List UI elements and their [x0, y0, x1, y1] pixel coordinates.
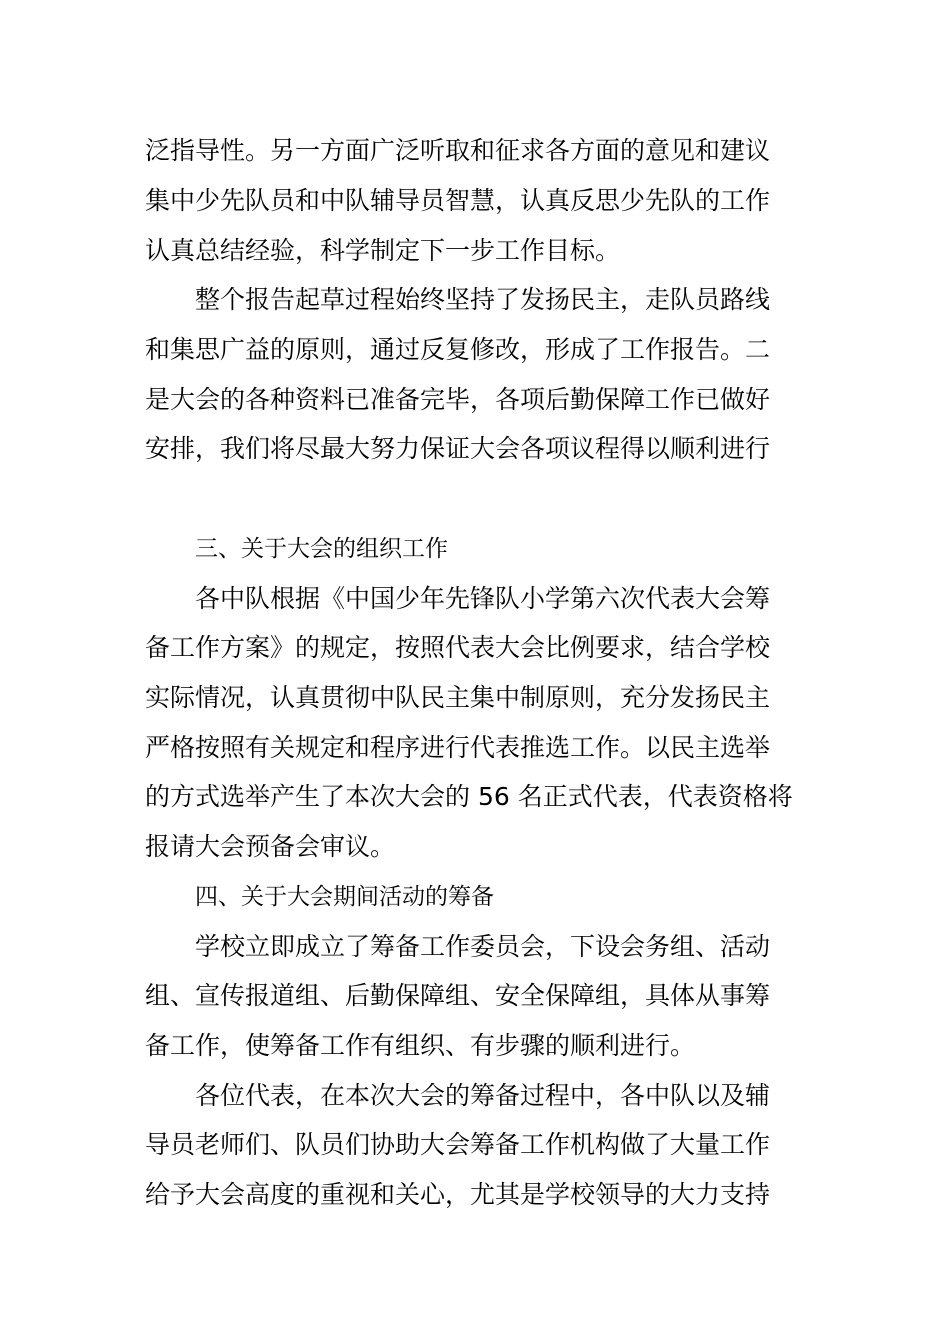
body-text-line: 和集思广益的原则，通过反复修改，形成了工作报告。二 [145, 335, 771, 364]
body-text-line: 安排，我们将尽最大努力保证大会各项议程得以顺利进行 [145, 434, 771, 463]
section-heading: 四、关于大会期间活动的筹备 [195, 884, 494, 910]
paragraph-first-line: 学校立即成立了筹备工作委员会，下设会务组、活动 [195, 932, 771, 961]
body-text-line: 严格按照有关规定和程序进行代表推选工作。以民主选举 [145, 733, 771, 762]
body-text-line: 是大会的各种资料已准备完毕，各项后勤保障工作已做好 [145, 385, 771, 414]
paragraph-first-line: 各中队根据《中国少年先锋队小学第六次代表大会筹 [195, 584, 771, 613]
body-text-line: 组、宣传报道组、后勤保障组、安全保障组，具体从事筹 [145, 981, 771, 1010]
body-text-line: 泛指导性。另一方面广泛听取和征求各方面的意见和建议 [145, 136, 771, 165]
body-text-line: 的方式选举产生了本次大会的 56 名正式代表，代表资格将 [145, 782, 793, 811]
body-text-line: 认真总结经验，科学制定下一步工作目标。 [145, 236, 621, 265]
body-text-line: 备工作，使筹备工作有组织、有步骤的顺利进行。 [145, 1031, 696, 1060]
body-text-line: 导员老师们、队员们协助大会筹备工作机构做了大量工作 [145, 1130, 771, 1159]
body-text-line: 实际情况，认真贯彻中队民主集中制原则，充分发扬民主 [145, 683, 771, 712]
body-text-line: 集中少先队员和中队辅导员智慧，认真反思少先队的工作 [145, 186, 771, 215]
body-text-line: 给予大会高度的重视和关心，尤其是学校领导的大力支持 [145, 1180, 771, 1209]
body-text-line: 备工作方案》的规定，按照代表大会比例要求，结合学校 [145, 633, 771, 662]
paragraph-first-line: 整个报告起草过程始终坚持了发扬民主，走队员路线 [195, 285, 771, 314]
body-text-line: 报请大会预备会审议。 [145, 832, 396, 861]
paragraph-first-line: 各位代表，在本次大会的筹备过程中，各中队以及辅 [195, 1081, 771, 1110]
section-heading: 三、关于大会的组织工作 [195, 536, 448, 562]
